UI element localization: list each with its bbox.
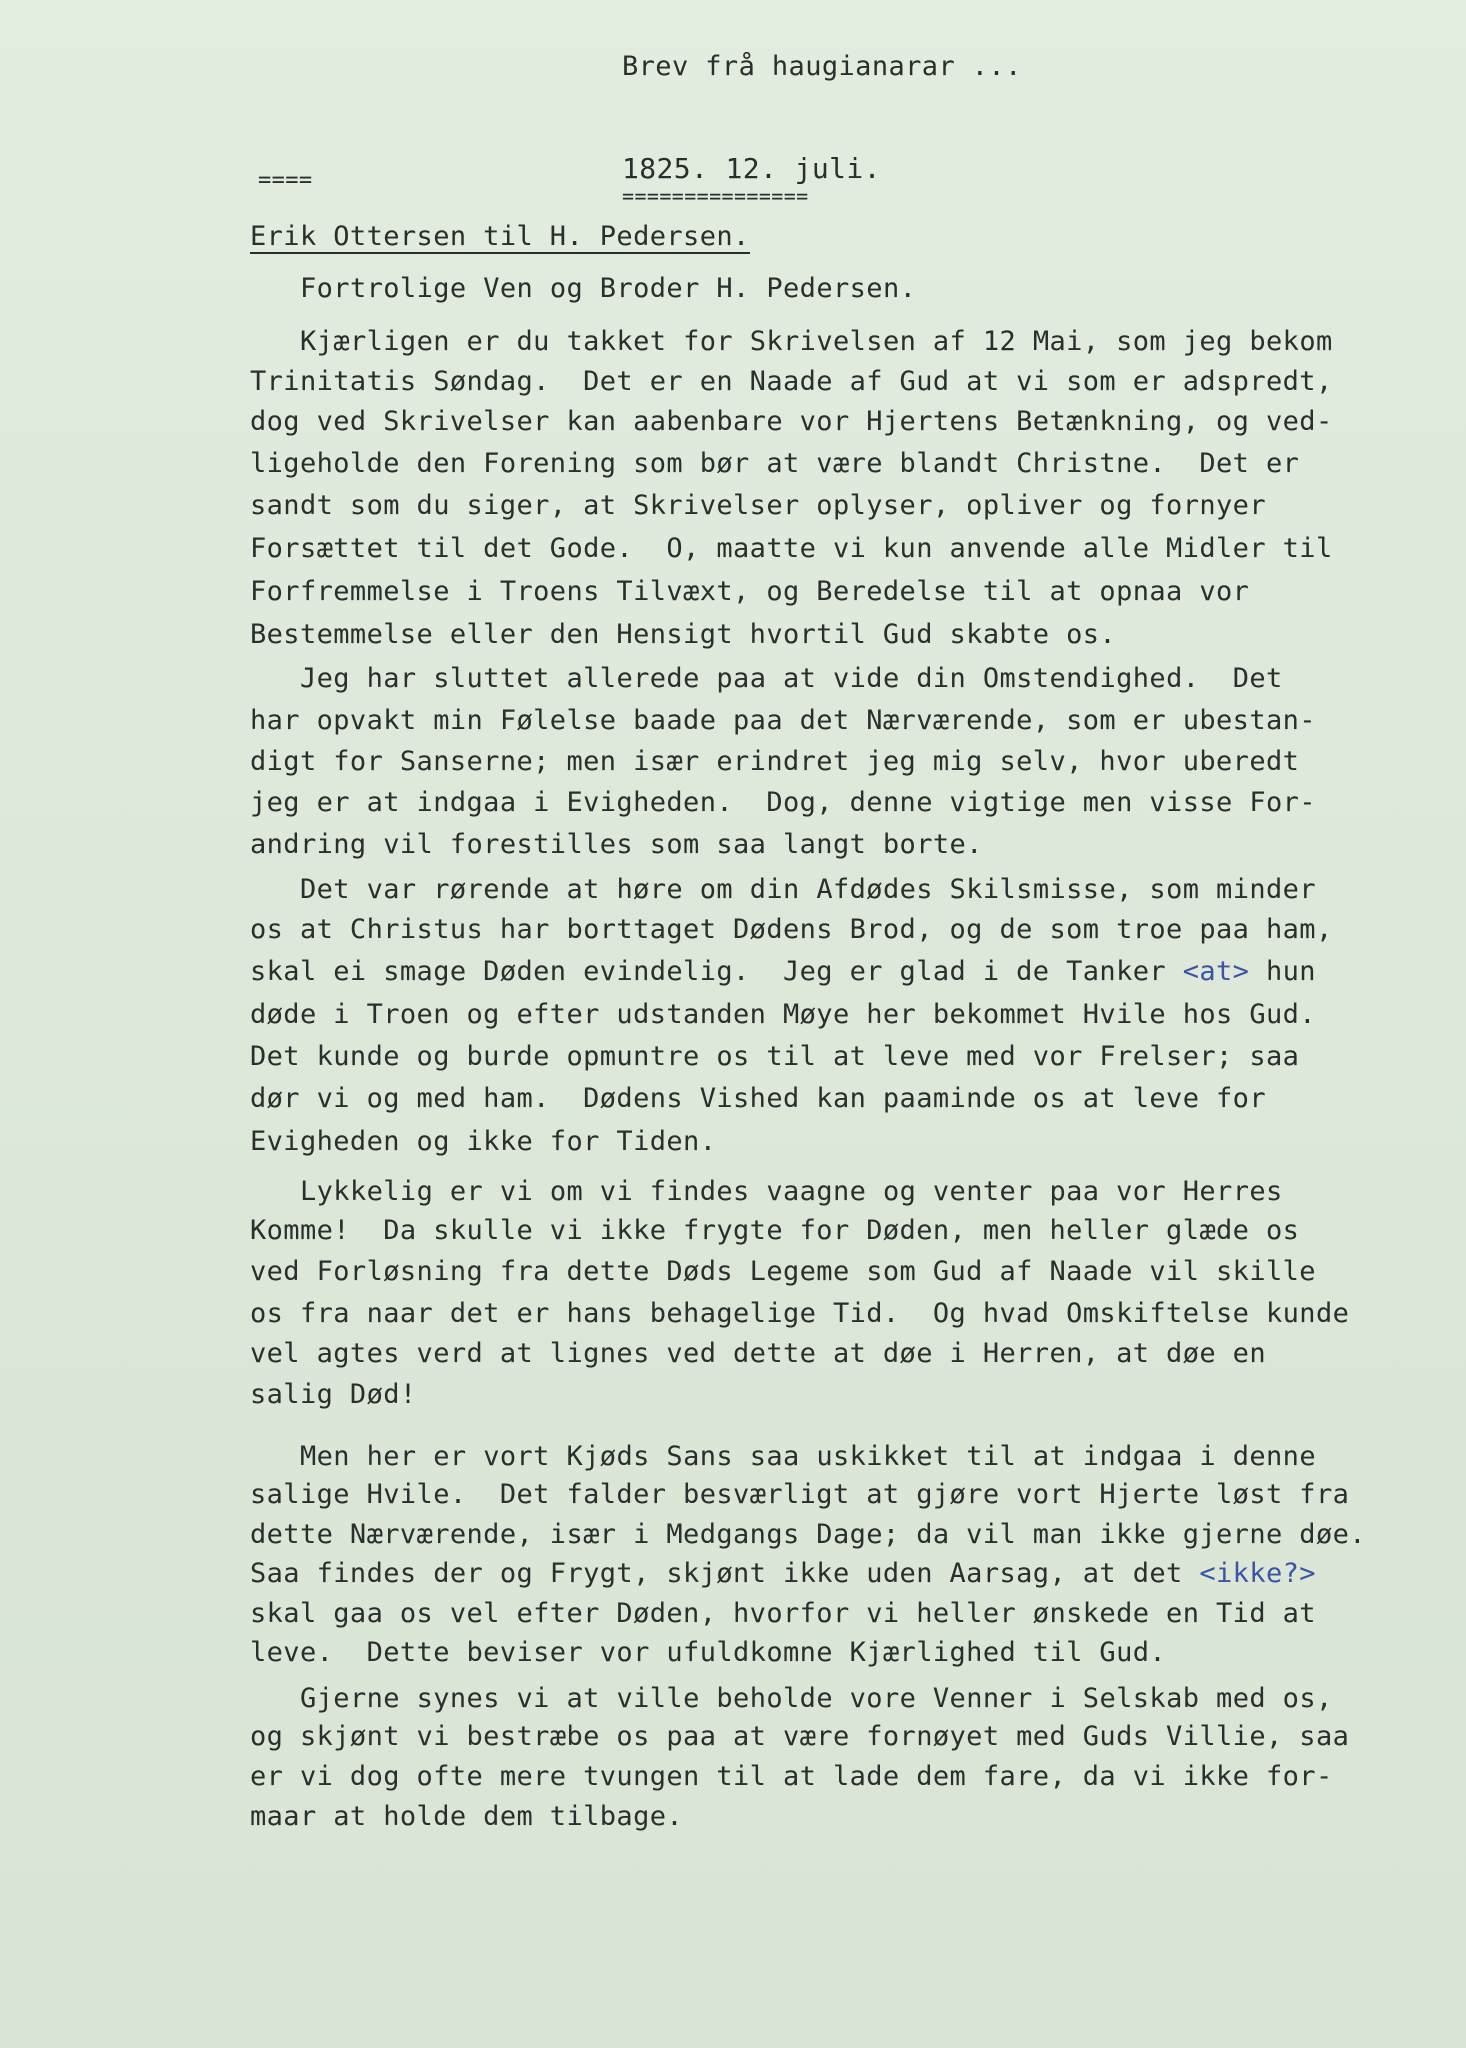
letter-line: Kjærligen er du takket for Skrivelsen af 12 Mai, som jeg bekom [300, 326, 1333, 357]
letter-line: Lykkelig er vi om vi findes vaagne og venter paa vor Herres [300, 1176, 1283, 1207]
letter-line: er vi dog ofte mere tvungen til at lade dem fare, da vi ikke for- [250, 1761, 1333, 1792]
letter-line: vel agtes verd at lignes ved dette at døe i Herren, at døe en [250, 1338, 1266, 1369]
letter-line: skal gaa os vel efter Døden, hvorfor vi heller ønskede en Tid at [250, 1598, 1316, 1629]
letter-line: Jeg har sluttet allerede paa at vide din Omstendighed. Det [300, 663, 1283, 694]
letter-line: Trinitatis Søndag. Det er en Naade af Gud at vi som er adspredt, [250, 366, 1333, 397]
letter-line: digt for Sanserne; men især erindret jeg mig selv, hvor uberedt [250, 746, 1300, 777]
letter-line: dør vi og med ham. Dødens Vished kan paaminde os at leve for [250, 1083, 1266, 1114]
letter-line: Forfremmelse i Troens Tilvæxt, og Beredelse til at opnaa vor [250, 576, 1250, 607]
letter-line: maar at holde dem tilbage. [250, 1801, 684, 1832]
entry-date-underline: =============== [622, 184, 809, 208]
document-header: Brev frå haugianarar ... [622, 51, 1022, 82]
letter-line: døde i Troen og efter udstanden Møye her bekommet Hvile hos Gud. [250, 999, 1316, 1030]
letter-line: sandt som du siger, at Skrivelser oplyser, opliver og fornyer [250, 490, 1266, 521]
letter-line: jeg er at indgaa i Evigheden. Dog, denne vigtige men visse For- [250, 787, 1316, 818]
letter-line: ved Forløsning fra dette Døds Legeme som Gud af Naade vil skille [250, 1256, 1316, 1287]
letter-line: Det var rørende at høre om din Afdødes Skilsmisse, som minder [300, 874, 1316, 905]
entry-marker: ==== [258, 168, 313, 193]
letter-line: Det kunde og burde opmuntre os til at leve med vor Frelser; saa [250, 1041, 1300, 1072]
letter-line: leve. Dette beviser vor ufuldkomne Kjærlighed til Gud. [250, 1637, 1167, 1668]
letter-line: Bestemmelse eller den Hensigt hvortil Gud skabte os. [250, 619, 1117, 650]
entry-date: 1825. 12. juli. [622, 152, 881, 185]
letter-line: Gjerne synes vi at ville beholde vore Venner i Selskab med os, [300, 1683, 1333, 1714]
letter-line: os at Christus har borttaget Dødens Brod, og de som troe paa ham, [250, 914, 1333, 945]
letter-line: har opvakt min Følelse baade paa det Nærværende, som er ubestan- [250, 705, 1316, 736]
letter-line: salig Død! [250, 1379, 417, 1410]
letter-line: skal ei smage Døden evindelig. Jeg er glad i de Tanker <at> hun [250, 956, 1316, 987]
letter-line: dette Nærværende, især i Medgangs Dage; da vil man ikke gjerne døe. [250, 1519, 1366, 1550]
editorial-insertion: <ikke?> [1199, 1558, 1316, 1589]
letter-line: dog ved Skrivelser kan aabenbare vor Hjertens Betænkning, og ved- [250, 406, 1333, 437]
letter-line: Komme! Da skulle vi ikke frygte for Døden, men heller glæde os [250, 1215, 1300, 1246]
letter-line: salige Hvile. Det falder besværligt at gjøre vort Hjerte løst fra [250, 1479, 1350, 1510]
letter-line: og skjønt vi bestræbe os paa at være fornøyet med Guds Villie, saa [250, 1721, 1350, 1752]
letter-line: Fortrolige Ven og Broder H. Pedersen. [300, 273, 917, 304]
letter-line: Men her er vort Kjøds Sans saa uskikket til at indgaa i denne [300, 1441, 1316, 1472]
letter-line: Forsættet til det Gode. O, maatte vi kun anvende alle Midler til [250, 533, 1333, 564]
letter-line: Evigheden og ikke for Tiden. [250, 1126, 717, 1157]
letter-line: ligeholde den Forening som bør at være blandt Christne. Det er [250, 448, 1300, 479]
letter-line: andring vil forestilles som saa langt borte. [250, 829, 983, 860]
editorial-insertion: <at> [1182, 956, 1250, 987]
letter-recipient: Erik Ottersen til H. Pedersen. [250, 221, 750, 252]
letter-line: Saa findes der og Frygt, skjønt ikke uden Aarsag, at det <ikke?> [250, 1558, 1316, 1589]
letter-line: os fra naar det er hans behagelige Tid. Og hvad Omskiftelse kunde [250, 1298, 1350, 1329]
